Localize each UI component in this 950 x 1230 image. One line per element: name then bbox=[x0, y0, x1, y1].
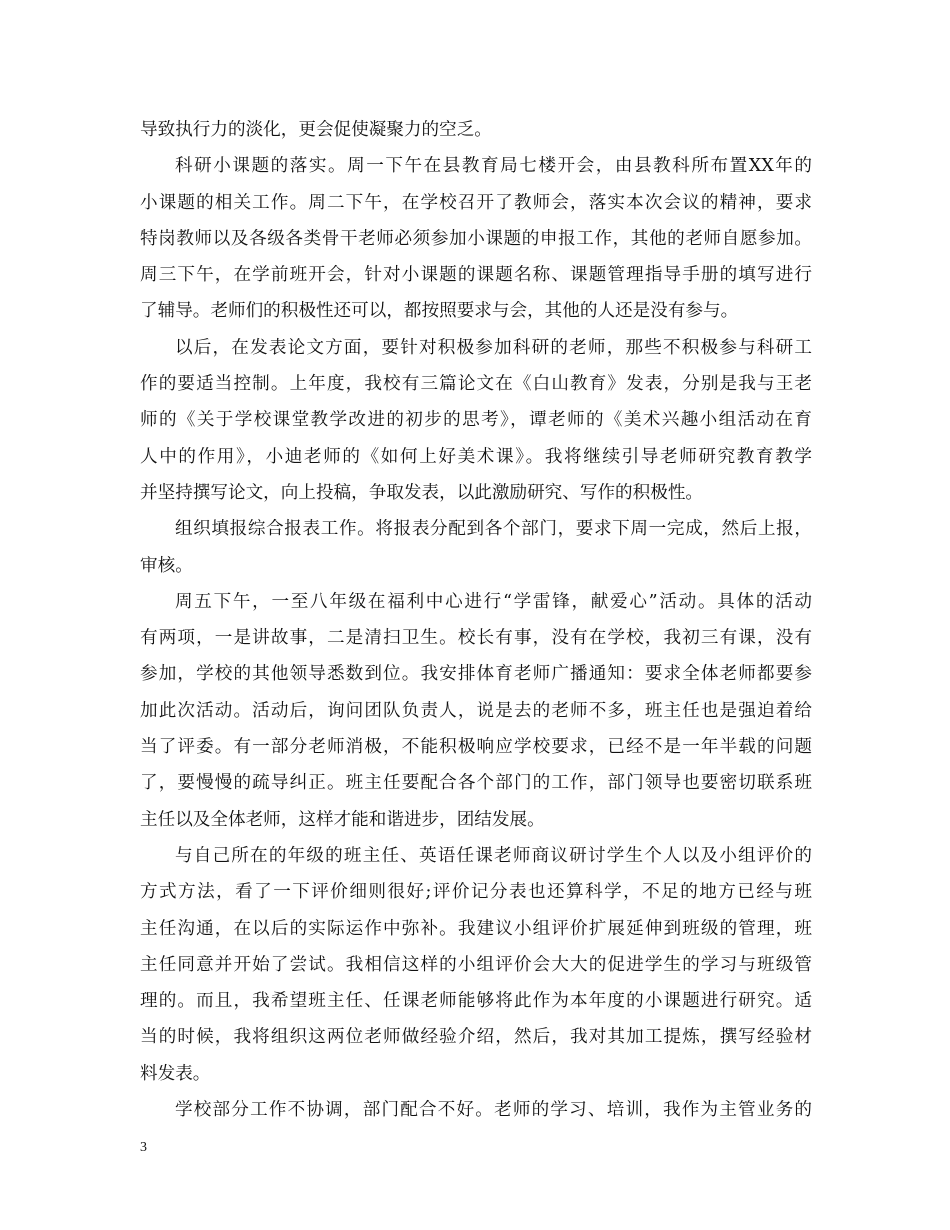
text-line: 主任同意并开始了尝试。我相信这样的小组评价会大大的促进学生的学习与班级管 bbox=[140, 954, 812, 975]
text-line: 小课题的相关工作。周二下午，在学校召开了教师会，落实本次会议的精神，要求 bbox=[140, 192, 812, 213]
text-line: 主任以及全体老师，这样才能和谐进步，团结发展。 bbox=[140, 809, 545, 830]
paragraph-first-line: 科研小课题的落实。周一下午在县教育局七楼开会，由县教科所布置XX年的 bbox=[175, 156, 812, 177]
text-line: 理的。而且，我希望班主任、任课老师能够将此作为本年度的小课题进行研究。适 bbox=[140, 991, 812, 1012]
text-line: 料发表。 bbox=[140, 1063, 211, 1084]
text-line: 了辅导。老师们的积极性还可以，都按照要求与会，其他的人还是没有参与。 bbox=[140, 301, 739, 322]
text-line: 主任沟通，在以后的实际运作中弥补。我建议小组评价扩展延伸到班级的管理，班 bbox=[140, 918, 812, 939]
text-line: 有两项，一是讲故事，二是清扫卫生。校长有事，没有在学校，我初三有课，没有 bbox=[140, 628, 812, 649]
paragraph-first-line: 周五下午，一至八年级在福利中心进行“学雷锋，献爱心”活动。具体的活动 bbox=[175, 591, 812, 612]
text-line: 当了评委。有一部分老师消极，不能积极响应学校要求，已经不是一年半载的问题 bbox=[140, 737, 812, 758]
paragraph-first-line: 与自己所在的年级的班主任、英语任课老师商议研讨学生个人以及小组评价的 bbox=[175, 845, 812, 866]
text-line: 参加，学校的其他领导悉数到位。我安排体育老师广播通知：要求全体老师都要参 bbox=[140, 664, 812, 685]
paragraph-first-line: 以后，在发表论文方面，要针对积极参加科研的老师，那些不积极参与科研工 bbox=[175, 337, 812, 358]
text-line: 当的时候，我将组织这两位老师做经验介绍，然后，我对其加工提炼，撰写经验材 bbox=[140, 1027, 812, 1048]
body-text bbox=[140, 112, 812, 1128]
paragraph-first-line: 学校部分工作不协调，部门配合不好。老师的学习、培训，我作为主管业务的 bbox=[175, 1100, 812, 1121]
text-line: 师的《关于学校课堂教学改进的初步的思考》，谭老师的《美术兴趣小组活动在育 bbox=[140, 410, 812, 431]
text-line: 加此次活动。活动后，询问团队负责人，说是去的老师不多，班主任也是强迫着给 bbox=[140, 700, 812, 721]
text-line: 了，要慢慢的疏导纠正。班主任要配合各个部门的工作，部门领导也要密切联系班 bbox=[140, 773, 812, 794]
text-line: 特岗教师以及各级各类骨干老师必须参加小课题的申报工作，其他的老师自愿参加。 bbox=[140, 228, 812, 249]
text-line: 审核。 bbox=[140, 555, 193, 576]
text-line: 人中的作用》，小迪老师的《如何上好美术课》。我将继续引导老师研究教育教学 bbox=[140, 446, 812, 467]
text-line: 周三下午，在学前班开会，针对小课题的课题名称、课题管理指导手册的填写进行 bbox=[140, 265, 812, 286]
text-line: 导致执行力的淡化，更会促使凝聚力的空乏。 bbox=[140, 120, 492, 140]
text-line: 作的要适当控制。上年度，我校有三篇论文在《白山教育》发表，分别是我与王老 bbox=[140, 374, 812, 395]
text-line: 并坚持撰写论文，向上投稿，争取发表，以此激励研究、写作的积极性。 bbox=[140, 482, 704, 503]
page-number: 3 bbox=[140, 1140, 147, 1155]
text-line: 方式方法，看了一下评价细则很好;评价记分表也还算科学，不足的地方已经与班 bbox=[140, 882, 812, 903]
paragraph-first-line: 组织填报综合报表工作。将报表分配到各个部门，要求下周一完成，然后上报， bbox=[175, 519, 812, 540]
